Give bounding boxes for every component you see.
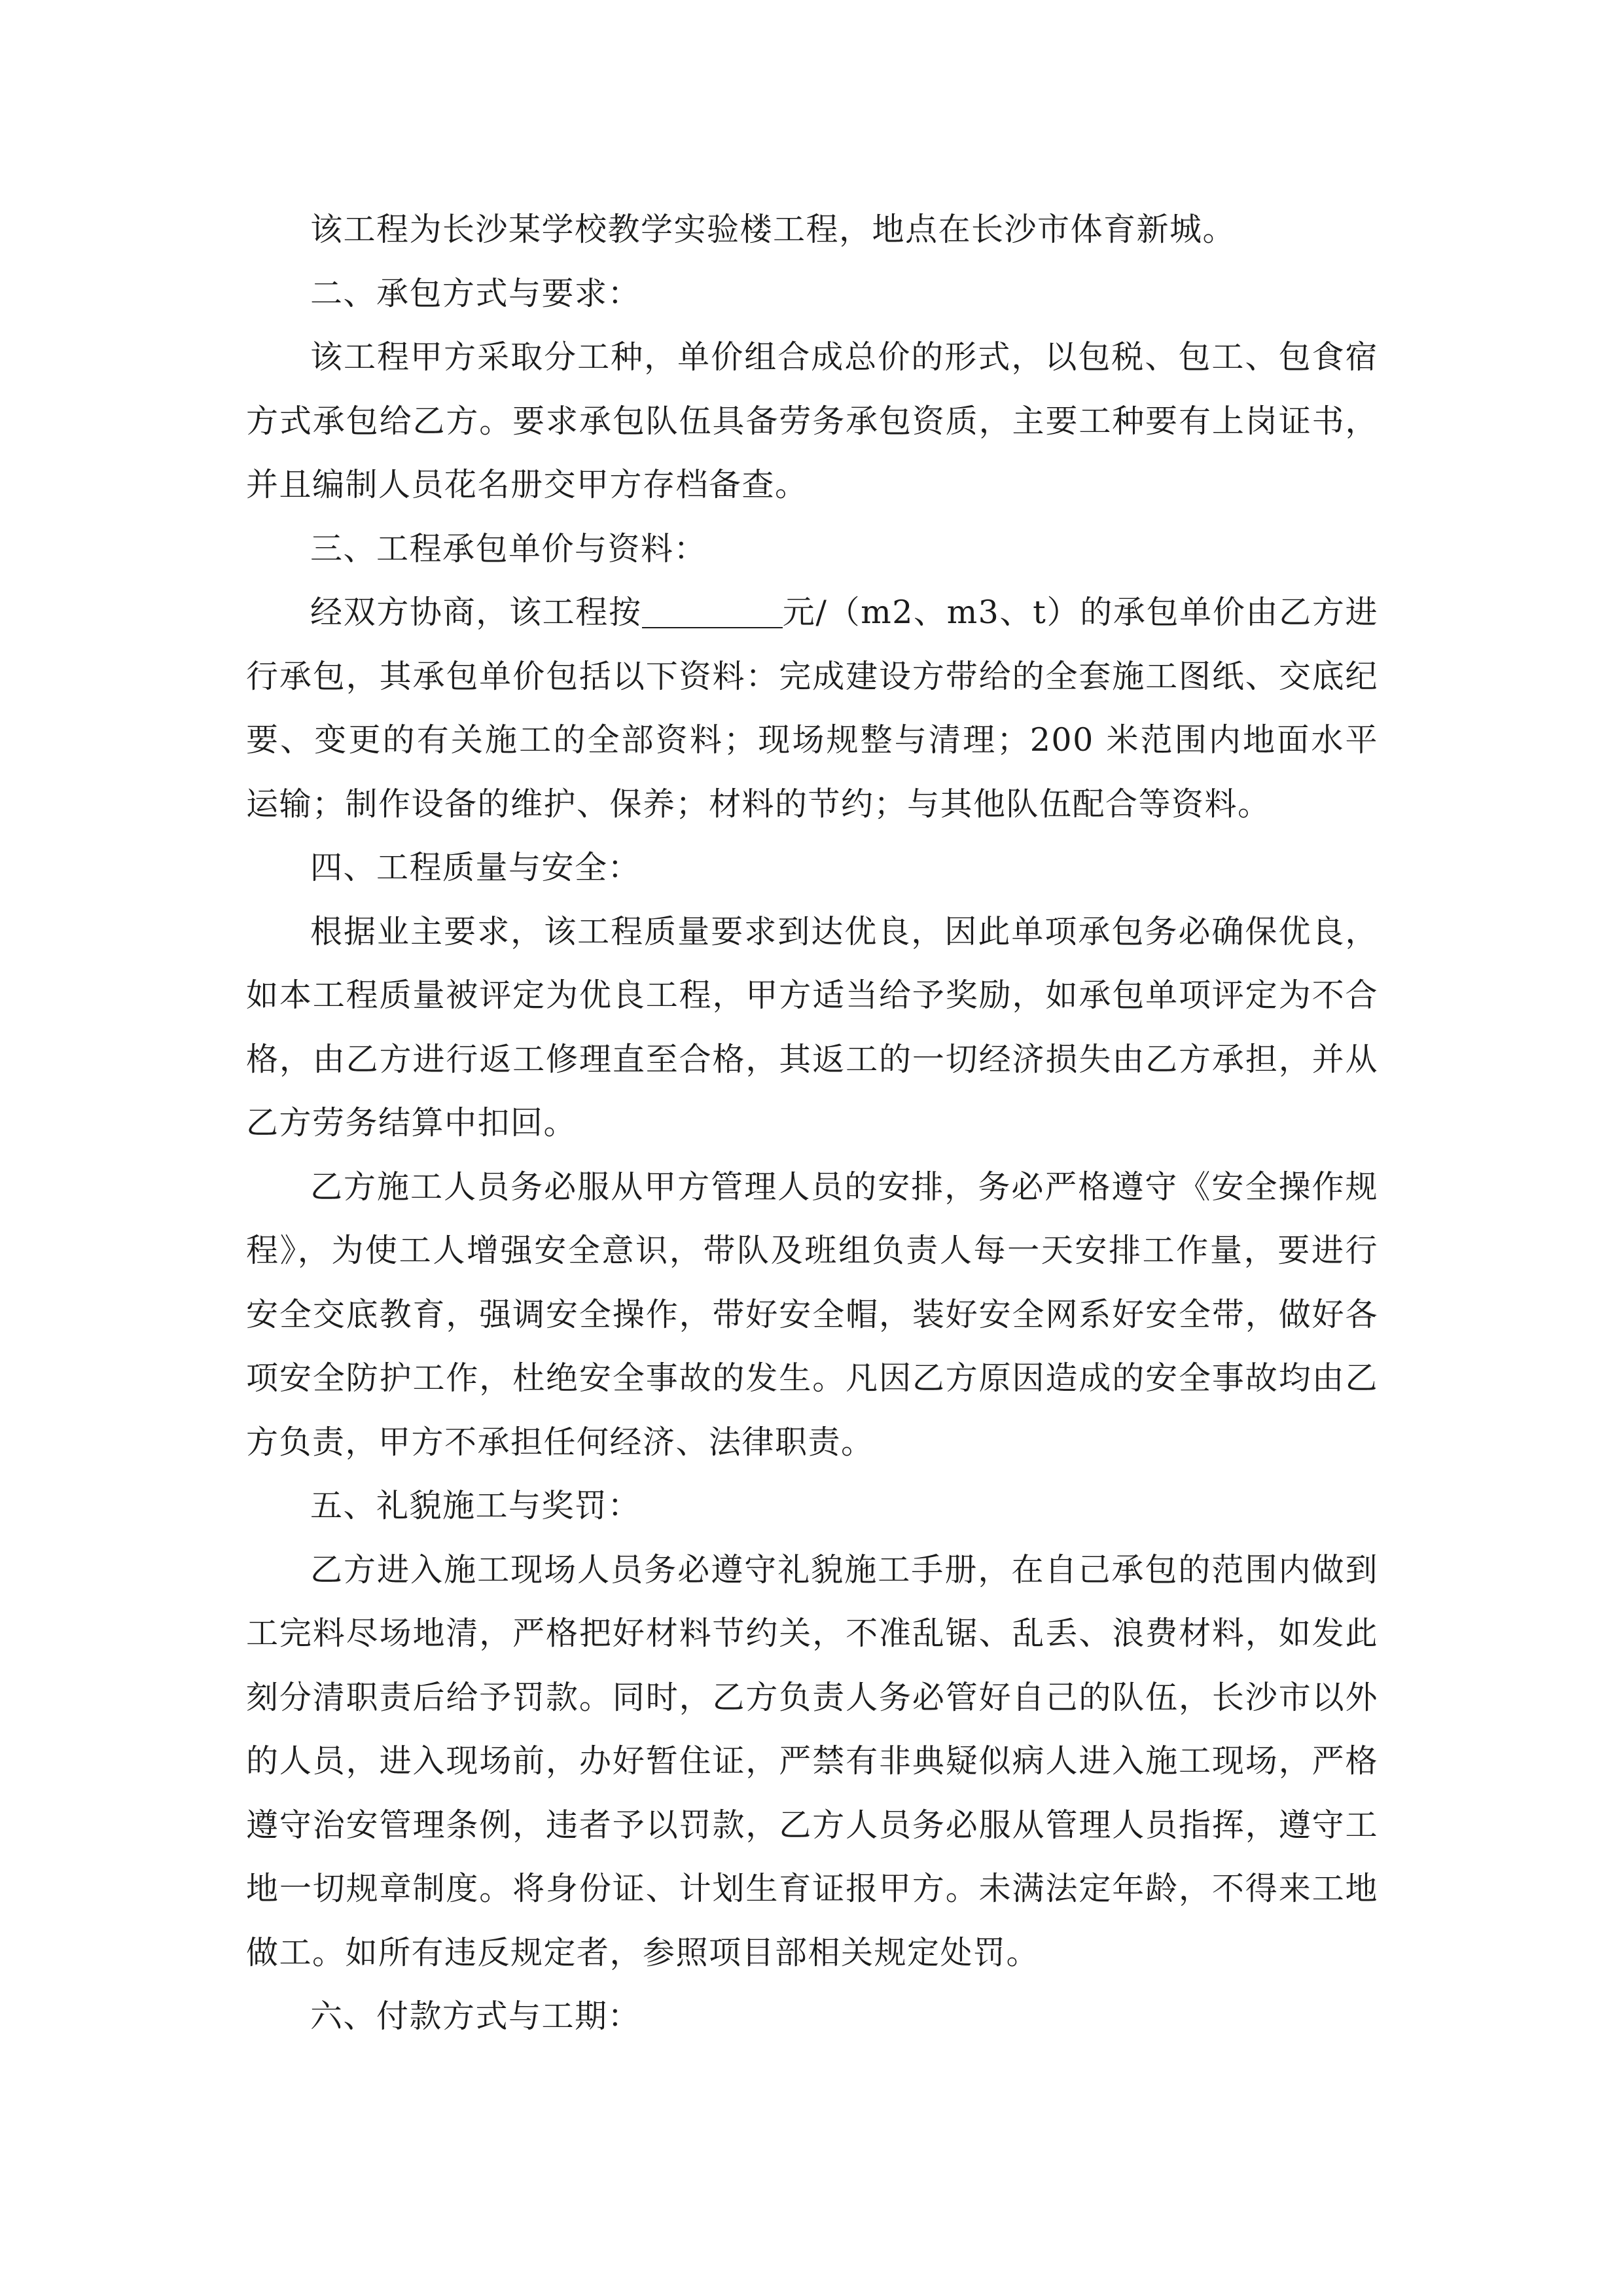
heading-civilized-construction: 五、礼貌施工与奖罚： [310,1487,641,1524]
heading-quality-safety: 四、工程质量与安全： [310,849,641,886]
paragraph-unit-price [246,581,1378,836]
paragraph-safety: 乙方施工人员务必服从甲方管理人员的安排，务必严格遵守《安全操作规程》，为使工人增强安全意识，带队及班组负责人每一天安排工作量，要进行安全交底教育，强调安全操作，带好安全帽，装好安全网系好安全带，做好各项安全防护工作，杜绝安全事故的发生。凡因乙方原因造成的安全事故均由乙方负责，甲方不承担任何经济、法律职责。 [246,1168,1378,1461]
heading-unit-price: 三、工程承包单价与资料： [310,529,707,567]
paragraph-civilized-construction: 乙方进入施工现场人员务必遵守礼貌施工手册，在自己承包的范围内做到工完料尽场地清，严格把好材料节约关，不准乱锯、乱丢、浪费材料，如发此刻分清职责后给予罚款。同时，乙方负责人务必管好自己的队伍，长沙市以外的人员，进入现场前，办好暂住证，严禁有非典疑似病人进入施工现场，严格遵守治安管理条例，违者予以罚款，乙方人员务必服从管理人员指挥，遵守工地一切规章制度。将身份证、计划生育证报甲方。未满法定年龄，不得来工地做工。如所有违反规定者，参照项目部相关规定处罚。 [246,1551,1378,1971]
paragraph-quality: 根据业主要求，该工程质量要求到达优良，因此单项承包务必确保优良，如本工程质量被评定为优良工程，甲方适当给予奖励，如承包单项评定为不合格，由乙方进行返工修理直至合格，其返工的一切经济损失由乙方承担，并从乙方劳务结算中扣回。 [246,912,1378,1141]
heading-contract-method: 二、承包方式与要求： [310,274,641,312]
paragraph-project-location: 该工程为长沙某学校教学实验楼工程，地点在长沙市体育新城。 [310,211,1236,248]
unit-price-text-before: 经双方协商，该工程按 [310,594,642,631]
paragraph-contract-method: 该工程甲方采取分工种，单价组合成总价的形式，以包税、包工、包食宿方式承包给乙方。要求承包队伍具备劳务承包资质，主要工种要有上岗证书，并且编制人员花名册交甲方存档备查。 [246,338,1378,503]
unit-price-blank-line [642,588,783,628]
unit-price-text-after: 元/（m2、m3、t）的承包单价由乙方进行承包，其承包单价包括以下资料：完成建设方带给的全套施工图纸、交底纪要、变更的有关施工的全部资料；现场规整与清理；200 米范围内地面水平运输；制作设备的维护、保养；材料的节约；与其他队伍配合等资料。 [246,594,1378,823]
heading-payment-schedule: 六、付款方式与工期： [310,1998,641,2035]
document-body [246,198,1378,2049]
